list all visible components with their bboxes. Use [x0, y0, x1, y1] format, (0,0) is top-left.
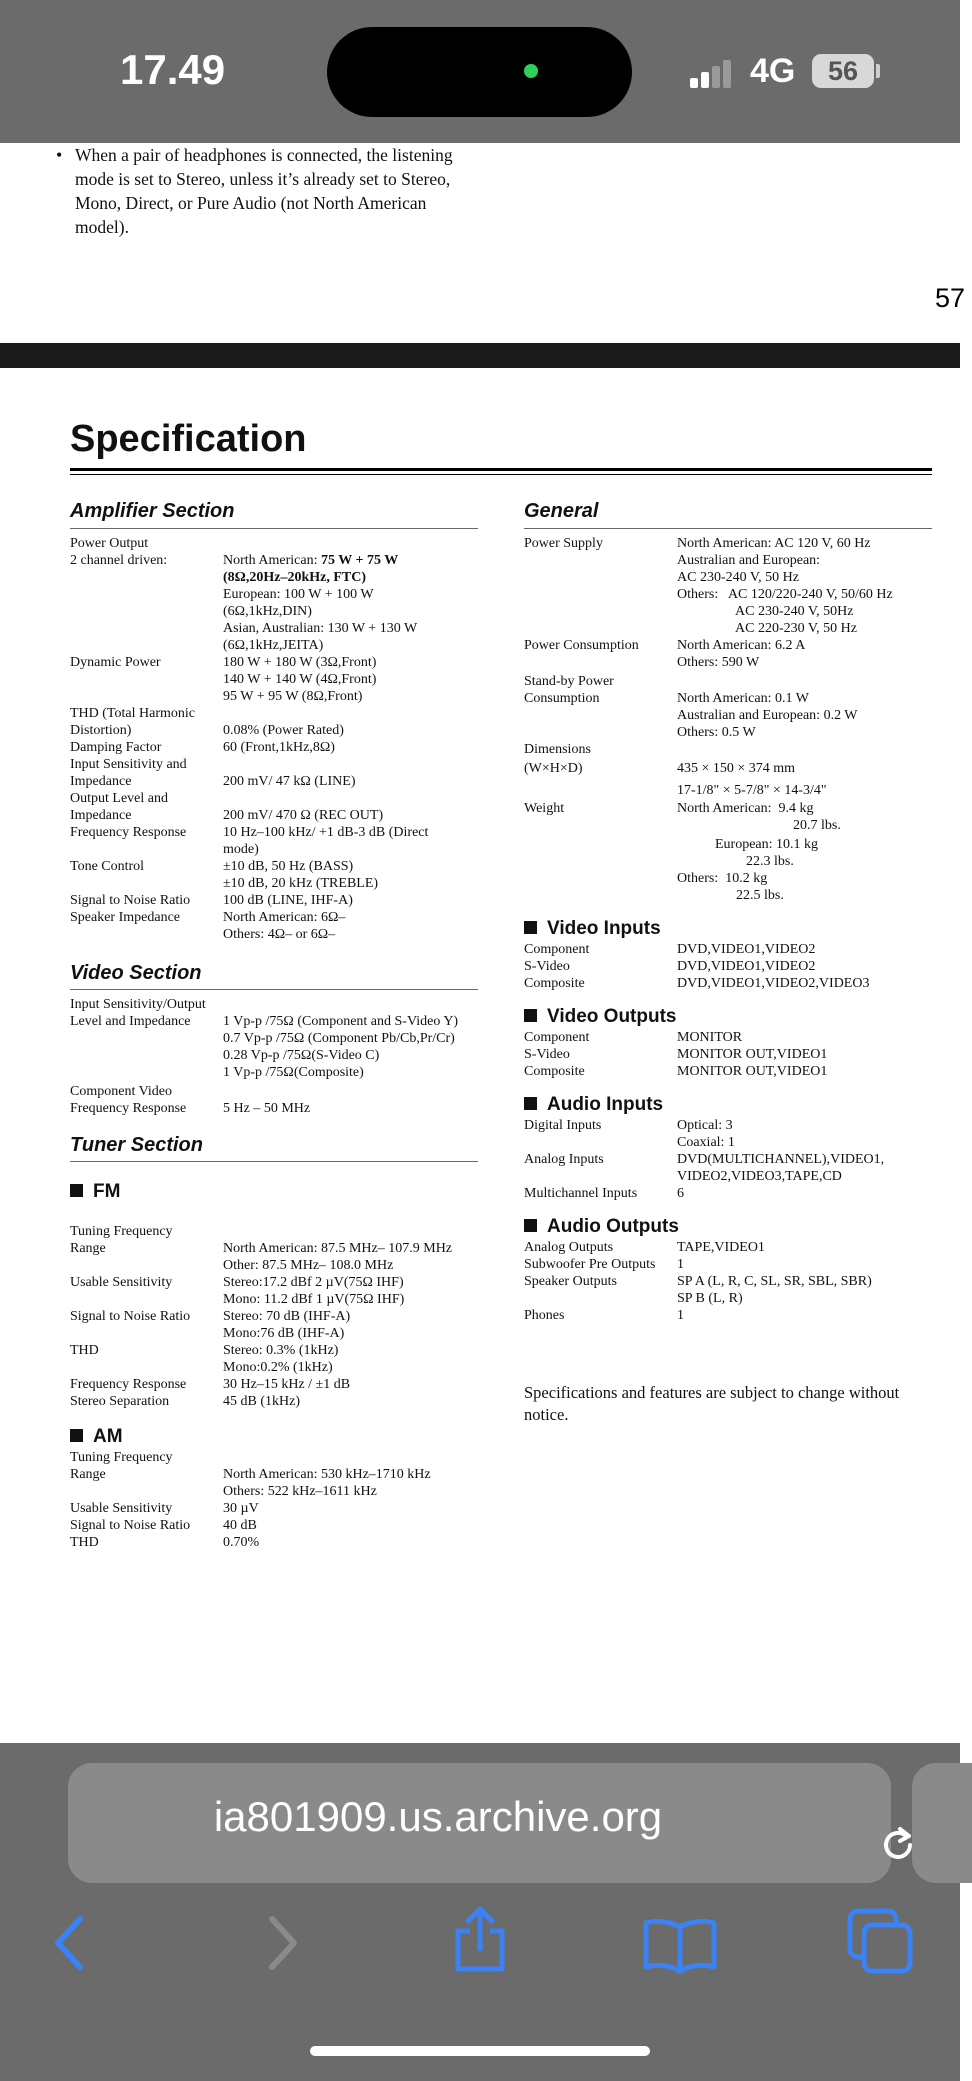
spec-label: Signal to Noise Ratio [70, 893, 191, 908]
spec-value: mode) [223, 842, 259, 857]
spec-value: 30 µV [223, 1501, 259, 1516]
spec-value: Others: 590 W [677, 655, 760, 670]
spec-value: North American: 0.1 W [677, 691, 809, 706]
spec-label: THD [70, 1343, 99, 1358]
spec-value: Stereo: 70 dB (IHF-A) [223, 1309, 351, 1324]
spec-label: Speaker Impedance [70, 910, 180, 925]
spec-label: Multichannel Inputs [524, 1186, 638, 1201]
spec-label: Power Output [70, 536, 149, 551]
spec-value: SP B (L, R) [677, 1291, 743, 1306]
spec-label: Usable Sensitivity [70, 1275, 173, 1290]
spec-value: Mono:76 dB (IHF-A) [223, 1326, 345, 1341]
spec-value: European: 100 W + 100 W [223, 587, 374, 602]
spec-value: Mono: 11.2 dBf 1 µV(75Ω IHF) [223, 1292, 405, 1307]
spec-label: Component [524, 942, 590, 957]
tuner-section-heading: Tuner Section [70, 1134, 203, 1156]
spec-value: 180 W + 180 W (3Ω,Front) [223, 655, 377, 670]
page-divider [0, 343, 960, 368]
spec-label: Tone Control [70, 859, 145, 874]
spec-value: Mono:0.2% (1kHz) [223, 1360, 333, 1375]
spec-value: Others: 522 kHz–1611 kHz [223, 1484, 377, 1499]
section-rule [70, 1161, 478, 1162]
back-icon[interactable] [50, 1913, 90, 1973]
spec-value: European: 10.1 kg [715, 837, 819, 852]
spec-value: 100 dB (LINE, IHF-A) [223, 893, 353, 908]
spec-label: Impedance [70, 774, 132, 789]
spec-value: AC 220-230 V, 50 Hz [735, 621, 857, 636]
spec-value: MONITOR [677, 1030, 743, 1045]
spec-label: Subwoofer Pre Outputs [524, 1257, 656, 1272]
spec-label: S-Video [524, 1047, 570, 1062]
spec-value: 200 mV/ 470 Ω (REC OUT) [223, 808, 384, 823]
home-indicator [310, 2046, 650, 2056]
spec-value: AC 230-240 V, 50Hz [735, 604, 854, 619]
browser-toolbar [0, 1743, 960, 2081]
previous-page [0, 143, 966, 343]
spec-value: 45 dB (1kHz) [223, 1394, 300, 1409]
battery-cap [876, 64, 880, 78]
spec-value: Australian and European: 0.2 W [677, 708, 858, 723]
battery-icon: 56 [812, 54, 874, 88]
square-bullet-icon [524, 1009, 537, 1022]
spec-value: 5 Hz – 50 MHz [223, 1101, 311, 1116]
square-bullet-icon [524, 1097, 537, 1110]
spec-value: Others: AC 120/220-240 V, 50/60 Hz [677, 587, 893, 602]
spec-value: 0.70% [223, 1535, 260, 1550]
square-bullet-icon [70, 1429, 83, 1442]
spec-label: Tuning Frequency [70, 1450, 173, 1465]
spec-value: 40 dB [223, 1518, 257, 1533]
spec-label: Frequency Response [70, 1101, 187, 1116]
spec-value: ±10 dB, 20 kHz (TREBLE) [223, 876, 379, 891]
signal-icon [690, 58, 738, 88]
address-bar[interactable] [68, 1763, 891, 1883]
spec-label: Output Level and [70, 791, 168, 806]
spec-value: North American: 6Ω– [223, 910, 346, 925]
spec-value: 0.7 Vp-p /75Ω (Component Pb/Cb,Pr/Cr) [223, 1031, 455, 1046]
spec-label: Stereo Separation [70, 1394, 170, 1409]
spec-value: Optical: 3 [677, 1118, 733, 1133]
spec-label: Consumption [524, 691, 600, 706]
spec-value: 1 [677, 1257, 684, 1272]
spec-value: North American: 9.4 kg [677, 801, 814, 816]
spec-value: 10 Hz–100 kHz/ +1 dB-3 dB (Direct [223, 825, 429, 840]
spec-value: (6Ω,1kHz,JEITA) [223, 638, 324, 653]
spec-value: 60 (Front,1kHz,8Ω) [223, 740, 335, 755]
spec-value: 1 Vp-p /75Ω (Component and S-Video Y) [223, 1014, 459, 1029]
spec-value: 1 Vp-p /75Ω(Composite) [223, 1065, 364, 1080]
network-type: 4G [750, 52, 796, 90]
spec-value: North American: AC 120 V, 60 Hz [677, 536, 871, 551]
spec-value: Australian and European: [677, 553, 821, 568]
title-rule-thin [70, 474, 932, 475]
spec-label: Input Sensitivity and [70, 757, 187, 772]
spec-value: Other: 87.5 MHz– 108.0 MHz [223, 1258, 394, 1273]
spec-label: Component [524, 1030, 590, 1045]
spec-value: DVD(MULTICHANNEL),VIDEO1, [677, 1152, 885, 1167]
spec-label: Frequency Response [70, 825, 187, 840]
spec-value: 30 Hz–15 kHz / ±1 dB [223, 1377, 351, 1392]
spec-value: 140 W + 140 W (4Ω,Front) [223, 672, 377, 687]
spec-value: (6Ω,1kHz,DIN) [223, 604, 312, 619]
spec-label: (W×H×D) [524, 761, 583, 776]
fm-heading: FM [70, 1181, 120, 1203]
audio-outputs-heading: Audio Outputs [524, 1216, 679, 1238]
url-text[interactable]: ia801909.us.archive.org [213, 1793, 663, 1840]
spec-label: Damping Factor [70, 740, 162, 755]
spec-value: Stereo: 0.3% (1kHz) [223, 1343, 339, 1358]
general-heading: General [524, 500, 599, 522]
spec-value: 435 × 150 × 374 mm [677, 761, 796, 776]
title-rule [70, 468, 932, 471]
spec-label: Power Supply [524, 536, 603, 551]
spec-label: THD (Total Harmonic [70, 706, 195, 721]
spec-label: Level and Impedance [70, 1014, 191, 1029]
spec-value: 20.7 lbs. [793, 818, 841, 833]
spec-label: 2 channel driven: [70, 553, 168, 568]
spec-label: Composite [524, 1064, 585, 1079]
audio-inputs-heading: Audio Inputs [524, 1094, 663, 1116]
spec-value: Others: 10.2 kg [677, 871, 768, 886]
spec-label: Tuning Frequency [70, 1224, 173, 1239]
spec-value: 17-1/8" × 5-7/8" × 14-3/4" [677, 783, 827, 798]
specification-page [0, 368, 960, 1743]
spec-value: Others: 0.5 W [677, 725, 756, 740]
spec-value: 1 [677, 1308, 684, 1323]
spec-label: Signal to Noise Ratio [70, 1309, 191, 1324]
page-title: Specification [70, 418, 307, 460]
change-notice: Specifications and features are subject to change without notice. [524, 1383, 900, 1424]
spec-value: SP A (L, R, C, SL, SR, SBL, SBR) [677, 1274, 872, 1289]
square-bullet-icon [524, 1219, 537, 1232]
spec-value: 95 W + 95 W (8Ω,Front) [223, 689, 363, 704]
section-rule [524, 528, 932, 529]
spec-value: ±10 dB, 50 Hz (BASS) [223, 859, 354, 874]
spec-label: Usable Sensitivity [70, 1501, 173, 1516]
spec-label: Impedance [70, 808, 132, 823]
camera-indicator-icon [524, 64, 538, 78]
headphones-note: When a pair of headphones is connected, the listening mode is set to Stereo, unless it’s already set to Stereo, Mono, Direct, or Pure Audio (not North American model). [75, 145, 453, 237]
spec-label: Stand-by Power [524, 674, 614, 689]
spec-value: DVD,VIDEO1,VIDEO2,VIDEO3 [677, 976, 870, 991]
dynamic-island [327, 27, 632, 117]
tabs-icon[interactable] [846, 1907, 916, 1977]
spec-value: AC 230-240 V, 50 Hz [677, 570, 799, 585]
video-section-heading: Video Section [70, 962, 202, 984]
spec-label: Input Sensitivity/Output [70, 997, 206, 1012]
spec-label: S-Video [524, 959, 570, 974]
spec-label: Dynamic Power [70, 655, 161, 670]
next-tab-preview[interactable] [912, 1763, 972, 1883]
spec-value: 200 mV/ 47 kΩ (LINE) [223, 774, 356, 789]
video-inputs-heading: Video Inputs [524, 918, 661, 940]
section-rule [70, 528, 478, 529]
status-bar [0, 0, 960, 143]
spec-value: 0.28 Vp-p /75Ω(S-Video C) [223, 1048, 380, 1063]
spec-value: TAPE,VIDEO1 [677, 1240, 765, 1255]
spec-label: Range [70, 1467, 106, 1482]
spec-value: North American: 6.2 A [677, 638, 806, 653]
bullet-icon: • [56, 145, 63, 165]
square-bullet-icon [70, 1184, 83, 1197]
video-outputs-heading: Video Outputs [524, 1006, 676, 1028]
spec-label: Speaker Outputs [524, 1274, 617, 1289]
spec-value: 22.3 lbs. [746, 854, 794, 869]
spec-label: THD [70, 1535, 99, 1550]
spec-value: Coaxial: 1 [677, 1135, 735, 1150]
spec-value: MONITOR OUT,VIDEO1 [677, 1047, 828, 1062]
share-icon[interactable] [450, 1903, 510, 1975]
spec-value: 6 [677, 1186, 684, 1201]
bookmarks-icon[interactable] [642, 1915, 718, 1975]
spec-value: 0.08% (Power Rated) [223, 723, 344, 738]
spec-label: Power Consumption [524, 638, 639, 653]
status-time: 17.49 [120, 46, 226, 93]
spec-value: Stereo:17.2 dBf 2 µV(75Ω IHF) [223, 1275, 404, 1290]
spec-value: MONITOR OUT,VIDEO1 [677, 1064, 828, 1079]
amplifier-heading: Amplifier Section [70, 500, 235, 522]
spec-label: Composite [524, 976, 585, 991]
page-number: 57 [935, 283, 966, 313]
spec-label: Distortion) [70, 723, 132, 738]
spec-label: Analog Outputs [524, 1240, 614, 1255]
am-heading: AM [70, 1426, 123, 1448]
spec-label: Phones [524, 1308, 565, 1323]
spec-label: Analog Inputs [524, 1152, 604, 1167]
spec-value: 22.5 lbs. [736, 888, 784, 903]
spec-value: VIDEO2,VIDEO3,TAPE,CD [677, 1169, 842, 1184]
square-bullet-icon [524, 921, 537, 934]
spec-value: (8Ω,20Hz–20kHz, FTC) [223, 570, 367, 585]
spec-label: Frequency Response [70, 1377, 187, 1392]
forward-icon[interactable] [262, 1913, 302, 1973]
spec-label: Signal to Noise Ratio [70, 1518, 191, 1533]
spec-label: Dimensions [524, 742, 591, 757]
spec-label: Range [70, 1241, 106, 1256]
spec-value: North American: 87.5 MHz– 107.9 MHz [223, 1241, 453, 1256]
spec-value: DVD,VIDEO1,VIDEO2 [677, 959, 816, 974]
spec-value: North American: 75 W + 75 W [223, 553, 399, 568]
spec-value: DVD,VIDEO1,VIDEO2 [677, 942, 816, 957]
section-rule [70, 989, 478, 990]
spec-label: Component Video [70, 1084, 172, 1099]
spec-value: Asian, Australian: 130 W + 130 W [223, 621, 418, 636]
spec-value: Others: 4Ω– or 6Ω– [223, 927, 336, 942]
spec-value: North American: 530 kHz–1710 kHz [223, 1467, 431, 1482]
spec-label: Weight [524, 801, 565, 816]
spec-label: Digital Inputs [524, 1118, 602, 1133]
